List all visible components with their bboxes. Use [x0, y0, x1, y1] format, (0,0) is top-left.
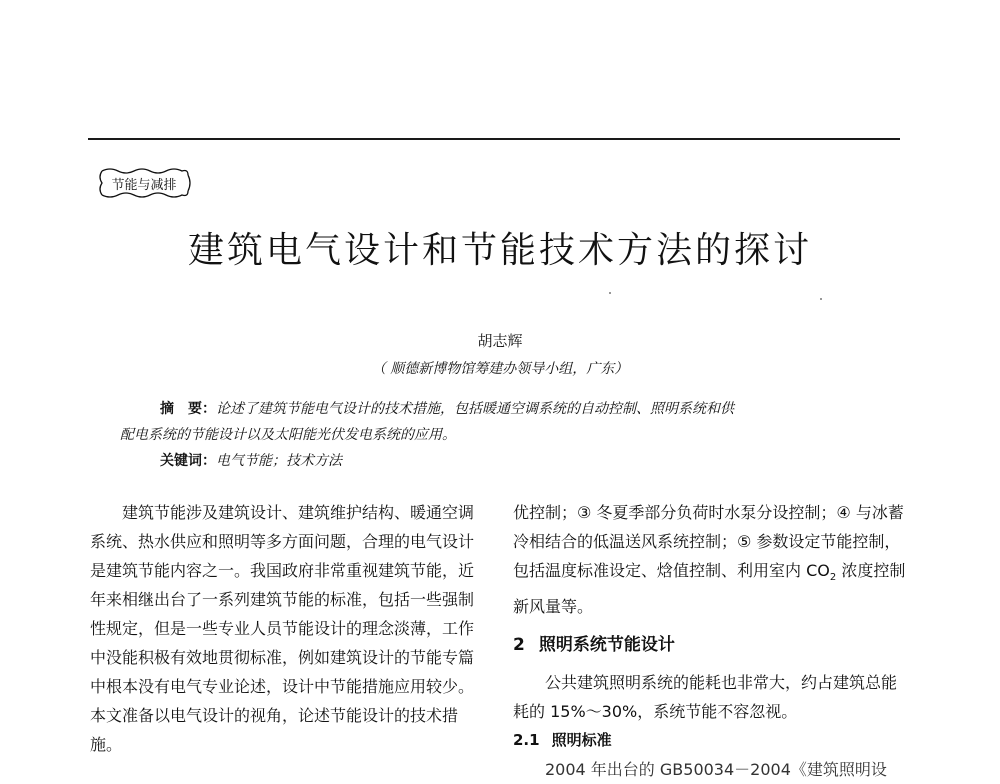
- abstract: [120, 396, 900, 448]
- continued-paragraph: 优控制；③ 冬夏季部分负荷时水泵分设控制；④ 与冰蓄冷相结合的低温送风系统控制；⑤ 参数设定节能控制，包括温度标准设定、焓值控制、利用室内 $CO_2$ 浓度控制新风量等。: [513, 503, 906, 617]
- keywords-text: 电气节能；技术方法: [216, 453, 342, 469]
- scan-speck: [820, 298, 822, 300]
- left-column: [90, 498, 482, 759]
- abstract-line-1: 摘 要：论述了建筑节能电气设计的技术措施，包括暖通空调系统的自动控制、照明系统和供: [160, 401, 734, 417]
- section-2-heading: 2 照明系统节能设计: [513, 635, 675, 656]
- keywords: 关键词：电气节能；技术方法: [160, 453, 342, 469]
- right-column: [513, 498, 908, 780]
- scan-speck: [609, 292, 611, 294]
- abstract-text-2: 配电系统的节能设计以及太阳能光伏发电系统的应用。: [120, 427, 456, 443]
- section-tag-label: 节能与减排: [111, 177, 177, 193]
- section-tag: [96, 165, 192, 201]
- article-title: 建筑电气设计和节能技术方法的探讨: [187, 230, 812, 271]
- cut-off-line: 2004 年出台的 GB50034－2004《建筑照明设: [545, 760, 887, 780]
- intro-paragraph: 建筑节能涉及建筑设计、建筑维护结构、暖通空调系统、热水供应和照明等多方面问题，合理的电气设计是建筑节能内容之一。我国政府非常重视建筑节能，近年来相继出台了一系列建筑节能的标准，包括一些强制性规定，但是一些专业人员节能设计的理念淡薄，工作中没能积极有效地贯彻标准，例如建筑设计的节能专篇中根本没有电气专业论述，设计中节能措施应用较少。本文准备以电气设计的视角，论述节能设计的技术措施。: [90, 503, 475, 754]
- section-2-1-heading: 2.1 照明标准: [513, 731, 612, 750]
- author-name: 胡志辉: [477, 332, 523, 350]
- author-affiliation: （ 顺德新博物馆筹建办领导小组，广东）: [371, 361, 629, 377]
- header-rule: [88, 138, 900, 140]
- section-2-paragraph: 公共建筑照明系统的能耗也非常大，约占建筑总能耗的 15%～30%，系统节能不容忽视。: [513, 673, 898, 722]
- keywords-label: 关键词: [160, 453, 202, 469]
- abstract-text-1: 论述了建筑节能电气设计的技术措施，包括暖通空调系统的自动控制、照明系统和供: [216, 401, 734, 417]
- abstract-label: 摘 要: [160, 401, 202, 417]
